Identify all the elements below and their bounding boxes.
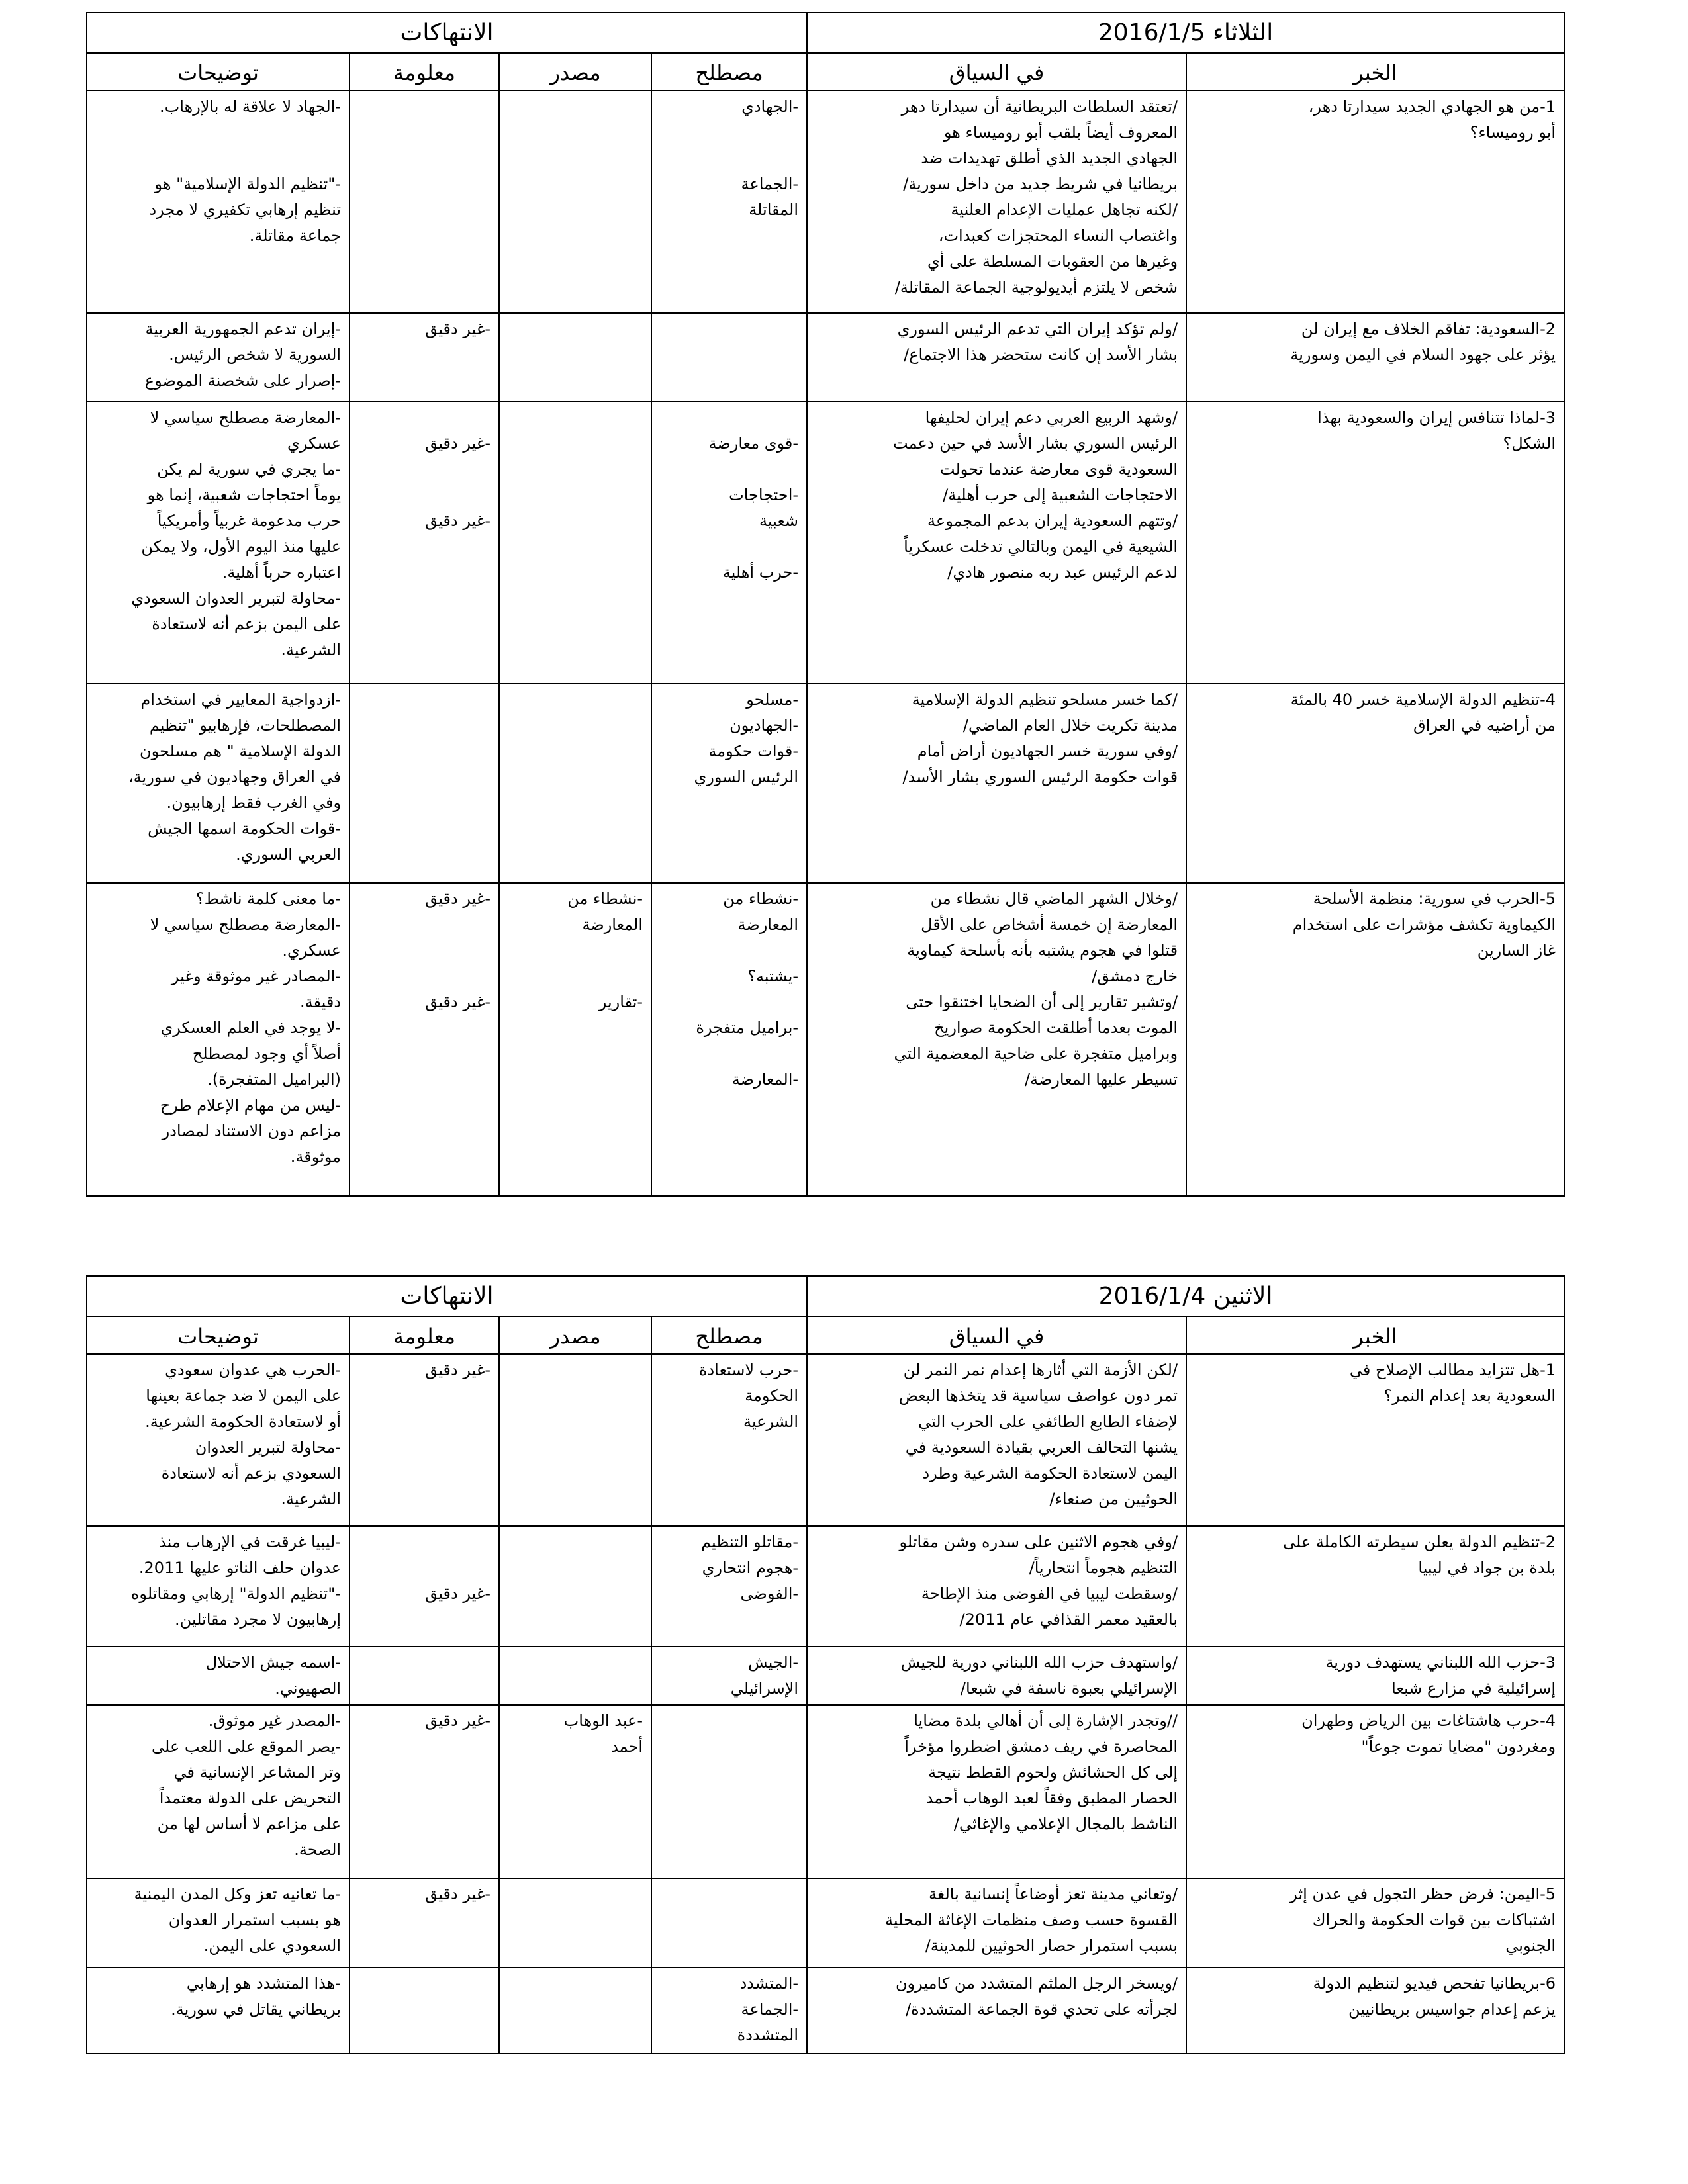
column-header-context: في السياق [807,1316,1186,1354]
context-cell [807,1526,1186,1647]
context-cell [807,1878,1186,1968]
context-cell [807,313,1186,402]
table-row [87,883,1564,1196]
cell-line: المتشددة [737,2026,799,2044]
cell-line: الجنوبي [1505,1936,1556,1955]
source-cell [499,883,651,1196]
cell-line: 4-تنظيم الدولة الإسلامية خسر 40 بالمئة [1290,690,1556,709]
cell-line: الإسرائيلي بعبوة ناسفة في شبعا/ [960,1679,1178,1698]
notes-cell [87,91,350,313]
cell-line: جماعة مقاتلة. [249,226,342,245]
cell-line: تنظيم إرهابي تكفيري لا مجرد [149,201,342,219]
cell-line: المعارضة إن خمسة أشخاص على الأقل [921,915,1178,934]
context-cell [807,684,1186,883]
cell-line: واغتصاب النساء المحتجزات كعبدات، [938,226,1178,245]
source-cell [499,1526,651,1647]
cell-line: لإضفاء الطابع الطائفي على الحرب التي [918,1412,1178,1431]
info-cell [350,1878,499,1968]
column-header-source: مصدر [499,53,651,91]
cell-line: -"تنظيم الدولة الإسلامية" هو [154,175,342,193]
news-cell [1186,883,1564,1196]
cell-line: وغيرها من العقوبات المسلطة على أي [927,252,1178,271]
cell-line: -حرب لاستعادة [698,1361,799,1379]
cell-line: المعارضة [737,915,799,934]
cell-line: /وخلال الشهر الماضي قال نشطاء من [930,889,1178,908]
cell-line [508,964,643,989]
cell-line: -المعارضة [731,1070,799,1089]
cell-line: -ما يجري في سورية لم يكن [157,460,342,478]
context-cell [807,91,1186,313]
cell-line [95,120,341,146]
cell-line: -غير دقيق [425,1711,491,1730]
cell-line: يؤثر على جهود السلام في اليمن وسورية [1290,345,1556,364]
source-cell [499,684,651,883]
term-cell [651,1968,807,2054]
cell-line: اليمن لاستعادة الحكومة الشرعية وطرد [922,1464,1178,1482]
info-cell [350,883,499,1196]
cell-line: السعودي على اليمن. [203,1936,342,1955]
cell-line [508,938,643,964]
cell-line: خارج دمشق/ [1092,967,1178,985]
cell-line: -الجماعة [741,2000,799,2019]
table-row [87,1968,1564,2054]
table-row [87,1878,1564,1968]
column-header-source: مصدر [499,1316,651,1354]
cell-line: بريطاني يقاتل في سورية. [171,2000,342,2019]
cell-line: /تعتقد السلطات البريطانية أن سيدارتا دهر [901,97,1178,116]
term-cell [651,1878,807,1968]
cell-line: قوات حكومة الرئيس السوري بشار الأسد/ [902,768,1178,786]
date-header: الثلاثاء 2016/1/5 [807,13,1564,53]
term-cell [651,1647,807,1705]
cell-line: /وتعاني مدينة تعز أوضاعاً إنسانية بالغة [929,1885,1178,1903]
violations-header: الانتهاكات [87,13,807,53]
cell-line: إرهابيون لا مجرد مقاتلين. [174,1610,342,1629]
cell-line: -يشتبه؟ [747,967,799,985]
cell-line: -هذا المتشدد هو إرهابي [186,1974,342,1993]
cell-line: 3-حزب الله اللبناني يستهدف دورية [1325,1653,1556,1672]
cell-line: /لكنه تجاهل عمليات الإعدام العلنية [951,201,1178,219]
cell-line: على اليمن بزعم أنه لاستعادة [152,615,342,633]
cell-line [660,534,798,560]
table-row [87,1354,1564,1526]
cell-line: اشتباكات بين قوات الحكومة والحراك [1312,1911,1556,1929]
cell-line [358,912,491,938]
report-table-monday [86,1275,1565,2054]
cell-line: الموت بعدما أطلقت الحكومة صواريخ [934,1019,1178,1037]
cell-line: -عبد الوهاب [563,1711,643,1730]
cell-line: -غير دقيق [425,434,491,453]
cell-line [358,938,491,964]
table-row [87,1705,1564,1878]
cell-line: يزعم إعدام جواسيس بريطانيين [1348,2000,1556,2019]
cell-line: بشار الأسد إن كانت ستحضر هذا الاجتماع/ [904,345,1178,364]
notes-cell [87,1647,350,1705]
cell-line: 5-اليمن: فرض حظر التجول في عدن إثر [1289,1885,1556,1903]
news-cell [1186,1968,1564,2054]
cell-line: تسيطر عليها المعارضة/ [1024,1070,1178,1089]
cell-line: بلدة بن جواد في ليبيا [1418,1559,1556,1577]
info-cell [350,402,499,684]
cell-line: بسبب استمرار حصار الحوثيين للمدينة/ [925,1936,1178,1955]
cell-line: حرب مدعومة غربياً وأمريكياً [157,512,342,530]
cell-line: العربي السوري. [236,845,342,864]
cell-line: -حرب أهلية [722,563,799,582]
cell-line: 1-هل تتزايد مطالب الإصلاح في [1349,1361,1556,1379]
cell-line: الحوثيين من صنعاء/ [1049,1490,1178,1508]
cell-line: -الجهاد لا علاقة له بالإرهاب. [160,97,342,116]
cell-line: 2-السعودية: تفاقم الخلاف مع إيران لن [1301,320,1556,338]
cell-line: /وتشير تقارير إلى أن الضحايا اختنقوا حتى [906,993,1178,1011]
cell-line: ومغردون "مضايا تموت جوعاً" [1361,1737,1556,1756]
cell-line: -الجماعة [741,175,799,193]
cell-line: -غير دقيق [425,512,491,530]
context-cell [807,402,1186,684]
notes-cell [87,1354,350,1526]
column-header-notes: توضيحات [87,53,350,91]
cell-line: هو بسبب استمرار العدوان [168,1911,342,1929]
term-cell [651,684,807,883]
cell-line: -الجهادي [741,97,799,116]
cell-line: -غير دقيق [425,1584,491,1603]
cell-line [358,405,491,431]
cell-line: 6-بريطانيا تفحص فيديو لتنظيم الدولة [1313,1974,1556,1993]
cell-line: -الجهاديون [729,716,799,735]
cell-line: التنظيم هجوماً انتحارياً/ [1029,1559,1178,1577]
cell-line: من أراضيه في العراق [1413,716,1556,735]
cell-line: يوماً احتجاجات شعبية، إنما هو [147,486,342,504]
cell-line: الشرعية. [281,641,342,659]
cell-line: عدوان حلف الناتو عليها 2011. [138,1559,342,1577]
cell-line: على مزاعم لا أساس لها من [157,1815,342,1833]
source-cell [499,1647,651,1705]
cell-line: /وشهد الربيع العربي دعم إيران لحليفها [925,408,1178,427]
date-header: الاثنين 2016/1/4 [807,1276,1564,1316]
cell-line: 2-تنظيم الدولة يعلن سيطرته الكاملة على [1283,1533,1556,1551]
cell-line: السعودية قوى معارضة عندما تحولت [939,460,1178,478]
cell-line: لدعم الرئيس عبد ربه منصور هادي/ [947,563,1178,582]
cell-line: -احتجاجات [729,486,799,504]
cell-line [660,146,798,171]
cell-line: المعارضة [582,915,643,934]
info-cell [350,1647,499,1705]
cell-line: /وتتهم السعودية إيران بدعم المجموعة [927,512,1178,530]
cell-line: الشكل؟ [1503,434,1556,453]
cell-line [660,457,798,482]
cell-line [660,120,798,146]
cell-line: الجهادي الجديد الذي أطلق تهديدات ضد [921,149,1178,167]
notes-cell [87,1526,350,1647]
info-cell [350,1354,499,1526]
cell-line: -ليس من مهام الإعلام طرح [160,1096,342,1115]
context-cell [807,1647,1186,1705]
notes-cell [87,313,350,402]
source-cell [499,313,651,402]
cell-line: -ازدواجية المعايير في استخدام [140,690,342,709]
cell-line: اعتباره حرباً أهلية. [222,563,342,582]
cell-line: -المتشدد [739,1974,799,1993]
cell-line: -إصرار على شخصنة الموضوع [144,371,342,390]
source-cell [499,1705,651,1878]
cell-line: -المعارضة مصطلح سياسي لا [150,915,342,934]
cell-line: /كما خسر مسلحو تنظيم الدولة الإسلامية [912,690,1178,709]
cell-line: عليها منذ اليوم الأول، ولا يمكن [141,537,342,556]
column-header-info: معلومة [350,53,499,91]
band-header-row [87,13,1564,53]
column-header-context: في السياق [807,53,1186,91]
cell-line: على اليمن لا ضد جماعة بعينها [146,1387,342,1405]
term-cell [651,313,807,402]
info-cell [350,684,499,883]
cell-line: المحاصرة في ريف دمشق اضطروا مؤخراً [904,1737,1178,1756]
news-cell [1186,1526,1564,1647]
cell-line: شخص لا يلتزم أيديولوجية الجماعة المقاتلة/ [894,278,1178,296]
cell-line [95,146,341,171]
info-cell [350,1705,499,1878]
source-cell [499,402,651,684]
cell-line: يشنها التحالف العربي بقيادة السعودية في [905,1438,1178,1457]
news-cell [1186,1878,1564,1968]
cell-line [358,457,491,482]
source-cell [499,1878,651,1968]
cell-line: لجرأته على تحدي قوة الجماعة المتشددة/ [906,2000,1178,2019]
table-row [87,91,1564,313]
cell-line: -غير دقيق [425,1361,491,1379]
cell-line: 5-الحرب في سورية: منظمة الأسلحة [1313,889,1556,908]
cell-line: الدولة الإسلامية " هم مسلحون [140,742,342,760]
info-cell [350,91,499,313]
cell-line: -غير دقيق [425,993,491,1011]
info-cell [350,1526,499,1647]
table-row [87,313,1564,402]
news-cell [1186,684,1564,883]
term-cell [651,1526,807,1647]
cell-line [358,1555,491,1581]
notes-cell [87,1878,350,1968]
term-cell [651,91,807,313]
cell-line: -قوى معارضة [708,434,799,453]
cell-line: -يصر الموقع على اللعب على [152,1737,342,1756]
cell-line: -الحرب هي عدوان سعودي [165,1361,342,1379]
column-header-notes: توضيحات [87,1316,350,1354]
column-header-row [87,1316,1564,1354]
news-cell [1186,313,1564,402]
cell-line: -الفوضى [740,1584,799,1603]
info-cell [350,313,499,402]
cell-line: //وتجدر الإشارة إلى أن أهالي بلدة مضايا [914,1711,1178,1730]
cell-line: أو لاستعادة الحكومة الشرعية. [145,1412,342,1431]
news-cell [1186,91,1564,313]
cell-line: الإسرائيلي [730,1679,799,1698]
cell-line: الشرعية [743,1412,799,1431]
cell-line: موثوقة. [290,1148,342,1166]
cell-line: /واستهدف حزب الله اللبناني دورية للجيش [900,1653,1178,1672]
cell-line: عسكري. [282,941,342,960]
context-cell [807,883,1186,1196]
violations-header: الانتهاكات [87,1276,807,1316]
cell-line: عسكري [287,434,342,453]
cell-line: /لكن الأزمة التي أثارها إعدام نمر النمر لن [903,1361,1178,1379]
cell-line: وفي الغرب فقط إرهابيون. [166,794,342,812]
cell-line: إلى كل الحشائش ولحوم القطط نتيجة [928,1763,1178,1782]
cell-line: غاز السارين [1477,941,1556,960]
cell-line: وتر المشاعر الإنسانية في [173,1763,342,1782]
cell-line: 4-حرب هاشتاغات بين الرياض وطهران [1301,1711,1556,1730]
cell-line: -تقارير [598,993,643,1011]
source-cell [499,1968,651,2054]
cell-line: -قوات حكومة [708,742,799,760]
cell-line: -براميل متفجرة [696,1019,799,1037]
cell-line: المصطلحات، فإرهابيو "تنظيم [149,716,342,735]
column-header-news: الخبر [1186,1316,1564,1354]
cell-line: بريطانيا في شريط جديد من داخل سورية/ [903,175,1178,193]
table-row [87,402,1564,684]
cell-line: -اسمه جيش الاحتلال [205,1653,342,1672]
source-cell [499,1354,651,1526]
context-cell [807,1705,1186,1878]
cell-line: -نشطاء من [723,889,799,908]
cell-line: /ويسخر الرجل الملثم المتشدد من كاميرون [895,1974,1178,1993]
cell-line: الشيعية في اليمن وبالتالي تدخلت عسكرياً [904,537,1178,556]
cell-line: دقيقة. [300,993,342,1011]
cell-line [660,989,798,1015]
cell-line: -المصادر غير موثوقة وغير [171,967,342,985]
column-header-row [87,53,1564,91]
cell-line: المعروف أيضاً بلقب أبو روميساء هو [943,123,1178,142]
cell-line [660,405,798,431]
source-cell [499,91,651,313]
cell-line: السعودية بعد إعدام النمر؟ [1383,1387,1556,1405]
column-header-term: مصطلح [651,53,807,91]
cell-line: الرئيس السوري بشار الأسد في حين دعمت [893,434,1178,453]
cell-line: -غير دقيق [425,1885,491,1903]
cell-line: الكيماوية تكشف مؤشرات على استخدام [1292,915,1556,934]
cell-line: أبو روميساء؟ [1470,123,1556,142]
table-row [87,1526,1564,1647]
cell-line: -نشطاء من [567,889,643,908]
cell-line: شعبية [759,512,799,530]
cell-line: وبراميل متفجرة على ضاحية المعضمية التي [894,1044,1178,1063]
column-header-term: مصطلح [651,1316,807,1354]
cell-line: -قوات الحكومة اسمها الجيش [148,819,342,838]
cell-line: -غير دقيق [425,320,491,338]
cell-line: -الجيش [748,1653,799,1672]
cell-line: (البراميل المتفجرة). [207,1070,342,1089]
context-cell [807,1354,1186,1526]
cell-line: الرئيس السوري [694,768,799,786]
column-header-info: معلومة [350,1316,499,1354]
news-cell [1186,1705,1564,1878]
cell-line: -هجوم انتحاري [702,1559,799,1577]
report-table-tuesday [86,12,1565,1197]
cell-line: الحصار المطبق وفقاً لعبد الوهاب أحمد [925,1789,1178,1807]
cell-line: -محاولة لتبرير العدوان السعودي [131,589,342,608]
term-cell [651,1705,807,1878]
notes-cell [87,883,350,1196]
cell-line: التحريض على الدولة معتمداً [159,1789,342,1807]
cell-line: الناشط بالمجال الإعلامي والإغاثي/ [953,1815,1178,1833]
cell-line: القسوة حسب وصف منظمات الإغاثة المحلية [885,1911,1178,1929]
cell-line: المقاتلة [749,201,799,219]
term-cell [651,1354,807,1526]
context-cell [807,1968,1186,2054]
cell-line: السورية لا شخص الرئيس. [169,345,342,364]
table-row [87,684,1564,883]
cell-line: -ما معنى كلمة ناشط؟ [195,889,342,908]
cell-line [358,964,491,989]
notes-cell [87,1705,350,1878]
cell-line [660,938,798,964]
cell-line: -"تنظيم الدولة" إرهابي ومقاتلوه [130,1584,342,1603]
notes-cell [87,402,350,684]
cell-line [358,1529,491,1555]
band-header-row [87,1276,1564,1316]
notes-cell [87,684,350,883]
cell-line: مدينة تكريت خلال العام الماضي/ [962,716,1178,735]
cell-line: /وفي هجوم الاثنين على سدره وشن مقاتلو [899,1533,1178,1551]
cell-line: الحكومة [745,1387,799,1405]
cell-line: -مسلحو [746,690,799,709]
cell-line: في العراق وجهاديون في سورية، [128,768,342,786]
cell-line: -ما تعانيه تعز وكل المدن اليمنية [134,1885,342,1903]
cell-line: -مقاتلو التنظيم [701,1533,799,1551]
info-cell [350,1968,499,2054]
cell-line: -المعارضة مصطلح سياسي لا [150,408,342,427]
column-header-news: الخبر [1186,53,1564,91]
notes-cell [87,1968,350,2054]
cell-line: إسرائيلية في مزارع شبعا [1391,1679,1556,1698]
news-cell [1186,402,1564,684]
cell-line: مزاعم دون الاستناد لمصادر [162,1122,342,1140]
cell-line: 3-لماذا تتنافس إيران والسعودية بهذا [1317,408,1556,427]
cell-line [660,1041,798,1067]
cell-line: /وفي سورية خسر الجهاديون أراض أمام [917,742,1178,760]
cell-line: -إيران تدعم الجمهورية العربية [145,320,342,338]
news-cell [1186,1647,1564,1705]
cell-line: -محاولة لتبرير العدوان [195,1438,342,1457]
cell-line: الشرعية. [281,1490,342,1508]
cell-line: 1-من هو الجهادي الجديد سيدارتا دهر، [1308,97,1556,116]
cell-line: أصلاً أي وجود لمصطلح [192,1044,342,1063]
table-row [87,1647,1564,1705]
cell-line: -المصدر غير موثوق. [208,1711,342,1730]
cell-line: بالعقيد معمر القذافي عام 2011/ [959,1610,1178,1629]
cell-line: الصهيوني. [275,1679,342,1698]
news-cell [1186,1354,1564,1526]
term-cell [651,883,807,1196]
term-cell [651,402,807,684]
cell-line: تمر دون عواصف سياسية قد يتخذها البعض [898,1387,1178,1405]
cell-line: -ليبيا غرقت في الإرهاب منذ [159,1533,342,1551]
cell-line: قتلوا في هجوم يشتبه بأنه بأسلحة كيماوية [907,941,1178,960]
cell-line: الاحتجاجات الشعبية إلى حرب أهلية/ [943,486,1178,504]
cell-line: /ولم تؤكد إيران التي تدعم الرئيس السوري [897,320,1178,338]
cell-line: /وسقطت ليبيا في الفوضى منذ الإطاحة [921,1584,1178,1603]
cell-line [358,482,491,508]
cell-line: السعودي بزعم أنه لاستعادة [161,1464,342,1482]
cell-line: -غير دقيق [425,889,491,908]
cell-line: الصحة. [294,1841,342,1859]
cell-line: -لا يوجد في العلم العسكري [160,1019,342,1037]
cell-line: أحمد [611,1737,643,1756]
